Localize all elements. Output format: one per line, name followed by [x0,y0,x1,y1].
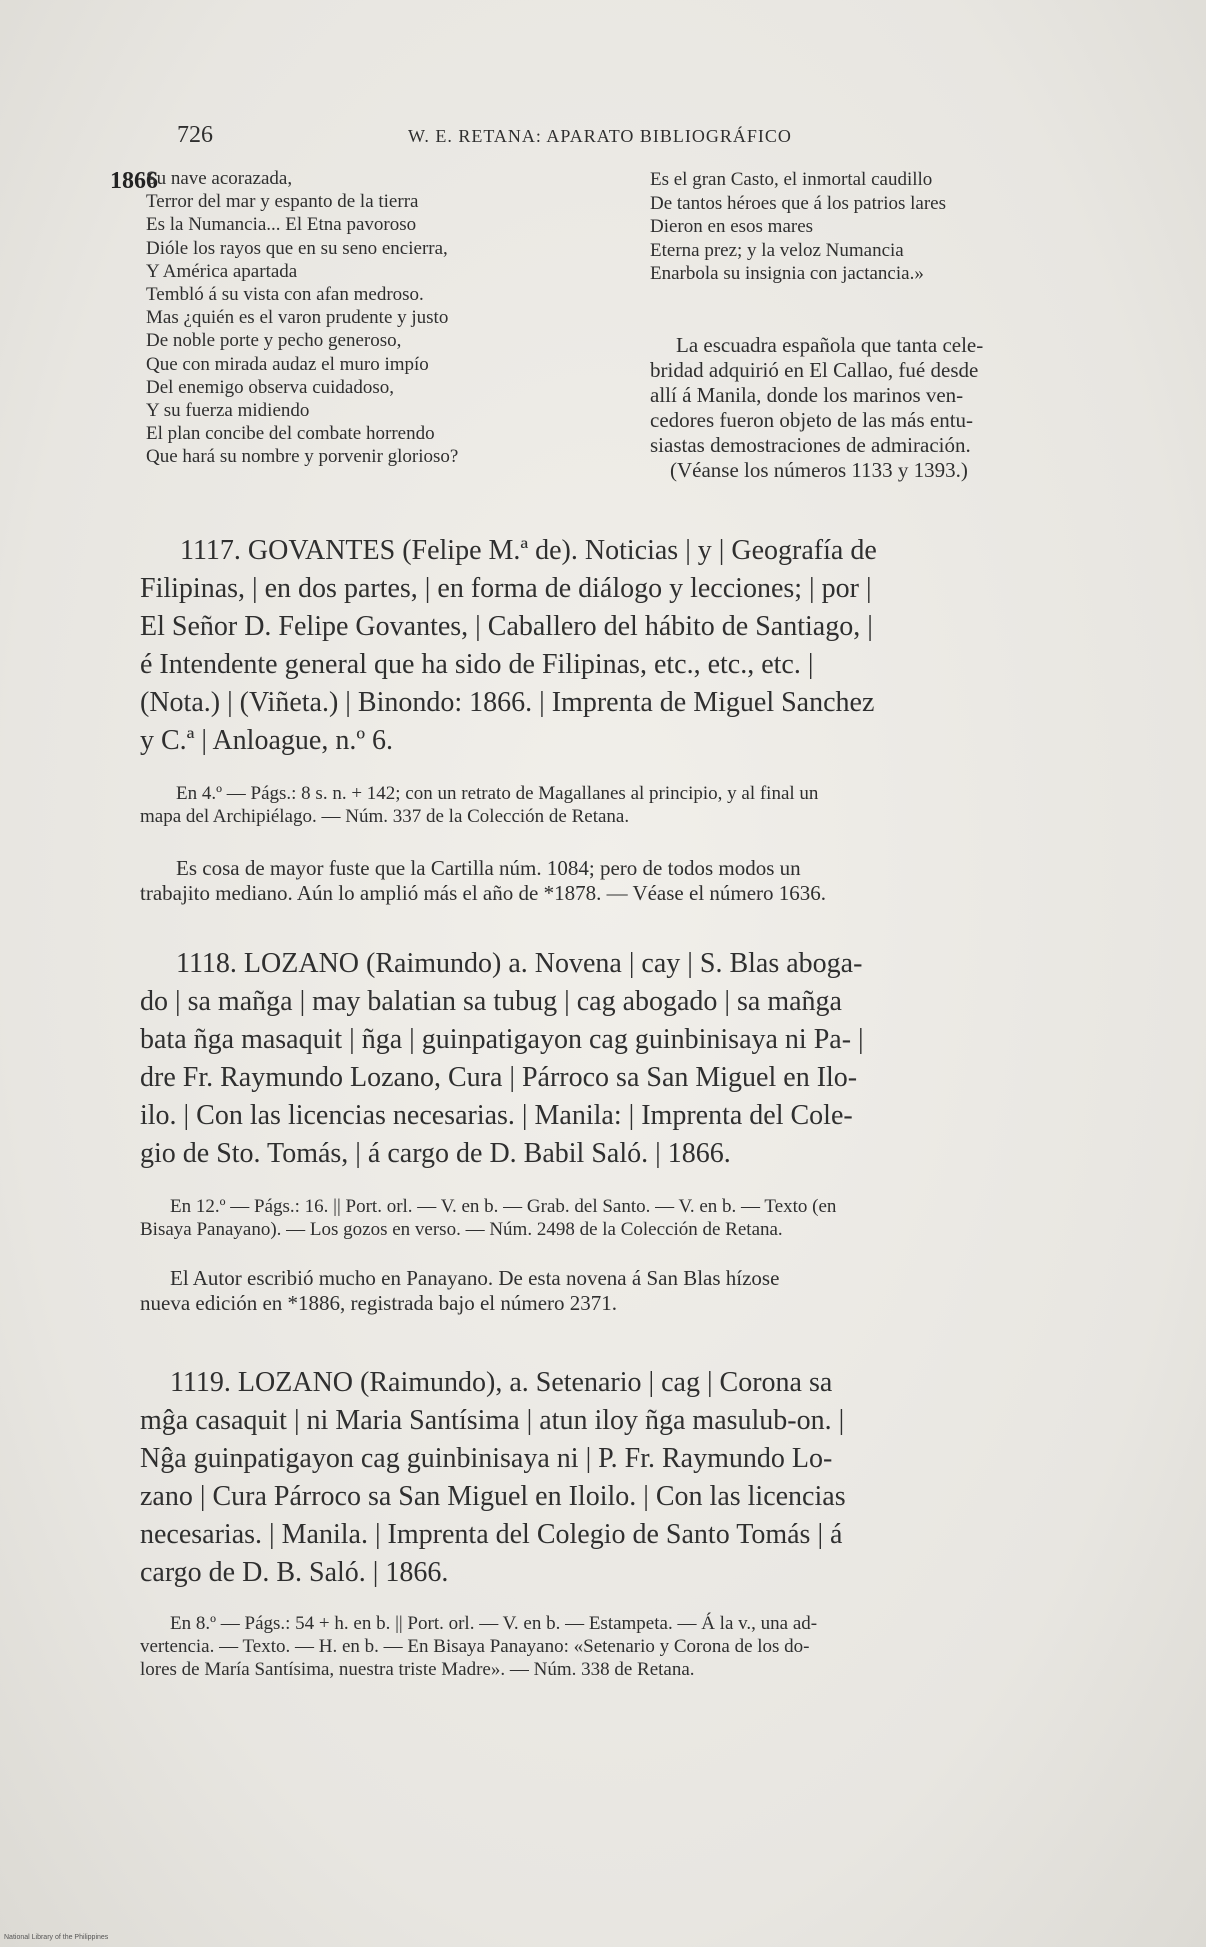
entry-line: ilo. | Con las licencias necesarias. | Manila: | Imprenta del Cole- [140,1100,853,1131]
paragraph-line: siastas demostraciones de admiración. [650,433,971,457]
entry-line: zano | Cura Párroco sa San Miguel en Iloilo. | Con las licencias [140,1481,846,1512]
poem-line: Del enemigo observa cuidadoso, [146,376,394,398]
entry-line: Filipinas, | en dos partes, | en forma de diálogo y lecciones; | por | [140,573,872,604]
entry-line: bata ñga masaquit | ñga | guinpatigayon cag guinbinisaya ni Pa- | [140,1024,864,1055]
comment-line: trabajito mediano. Aún lo amplió más el año de *1878. — Véase el número 1636. [140,881,827,905]
poem-line: Es el gran Casto, el inmortal caudillo [650,169,933,190]
entry-line: cargo de D. B. Saló. | 1866. [140,1557,449,1588]
poem-line: De noble porte y pecho generoso, [146,330,402,352]
library-watermark: National Library of the Philippines [4,1934,109,1941]
paragraph-line: cedores fueron objeto de las más entu- [650,408,974,432]
running-title: W. E. RETANA: APARATO BIBLIOGRÁFICO [408,126,792,146]
note-line: lores de María Santísima, nuestra triste Madre». — Núm. 338 de Retana. [140,1659,695,1680]
note-line: En 8.º — Págs.: 54 + h. en b. || Port. orl. — V. en b. — Estampeta. — Á la v., una ad- [170,1613,818,1634]
poem-line: Eterna prez; y la veloz Numancia [650,239,904,261]
poem-line: Dieron en esos mares [650,216,814,237]
poem-line: De tantos héroes que á los patrios lares [650,192,946,214]
entry-1119-note [140,1612,1120,1681]
entry-line: necesarias. | Manila. | Imprenta del Colegio de Santo Tomás | á [140,1519,843,1550]
comment-line: El Autor escribió mucho en Panayano. De esta novena á San Blas hízose [170,1266,780,1290]
entry-line: 1119. LOZANO (Raimundo), a. Setenario | cag | Corona sa [170,1367,833,1398]
year-marker: 1866 [110,168,158,194]
entry-line: é Intendente general que ha sido de Filipinas, etc., etc., etc. | [140,649,814,680]
entry-1118-text [140,945,1120,1173]
poem-line: Y su fuerza midiendo [146,400,310,422]
paragraph-line: allí á Manila, donde los marinos ven- [650,383,964,407]
entry-line: 1118. LOZANO (Raimundo) a. Novena | cay | S. Blas aboga- [176,948,863,979]
poem-line: Que con mirada audaz el muro impío [146,353,429,375]
entry-1119-text [140,1364,1120,1592]
note-line: Bisaya Panayano). — Los gozos en verso. — Núm. 2498 de la Colección de Retana. [140,1219,783,1240]
entry-line: Nĝa guinpatigayon cag guinbinisaya ni | P. Fr. Raymundo Lo- [140,1443,833,1474]
entry-line: 1117. GOVANTES (Felipe M.ª de). Noticias | y | Geografía de [180,535,877,566]
paragraph-line: bridad adquirió en El Callao, fué desde [650,358,979,382]
entry-line: mĝa casaquit | ni Maria Santísima | atun iloy ñga masulub-on. | [140,1405,845,1436]
poem-line: Y América apartada [146,260,298,282]
entry-1118-comment [140,1266,1120,1316]
poem-left-column [146,167,646,469]
entry-line: El Señor D. Felipe Govantes, | Caballero del hábito de Santiago, | [140,611,873,642]
page-number: 726 [177,122,213,148]
entry-line: gio de Sto. Tomás, | á cargo de D. Babil Saló. | 1866. [140,1138,731,1169]
entry-line: dre Fr. Raymundo Lozano, Cura | Párroco sa San Miguel en Ilo- [140,1062,858,1093]
poem-right-column [650,168,1130,286]
comment-line: Es cosa de mayor fuste que la Cartilla núm. 1084; pero de todos modos un [176,856,801,880]
poem-line: Dióle los rayos que en su seno encierra, [146,237,448,259]
comment-line: nueva edición en *1886, registrada bajo el número 2371. [140,1291,618,1315]
entry-1117-comment [140,856,1120,906]
poem-line: Enarbola su insignia con jactancia.» [650,263,924,284]
entry-line: y C.ª | Anloague, n.º 6. [140,725,393,756]
entry-1117-text [140,532,1120,760]
poem-line: Terror del mar y espanto de la tierra [146,191,419,213]
poem-line: Su nave acorazada, [146,168,293,189]
entry-line: (Nota.) | (Viñeta.) | Binondo: 1866. | Imprenta de Miguel Sanchez [140,687,875,718]
poem-line: El plan concibe del combate horrendo [146,423,435,445]
poem-line: Tembló á su vista con afan medroso. [146,284,424,306]
note-line: En 4.º — Págs.: 8 s. n. + 142; con un retrato de Magallanes al principio, y al final un [176,783,819,804]
running-head [0,122,1206,150]
poem-line: Que hará su nombre y porvenir glorioso? [146,446,459,468]
note-line: vertencia. — Texto. — H. en b. — En Bisaya Panayano: «Setenario y Corona de los do- [140,1636,810,1657]
paragraph-line: La escuadra española que tanta cele- [676,333,984,357]
entry-1117-note [140,782,1120,828]
entry-1118-note [140,1195,1120,1241]
note-line: mapa del Archipiélago. — Núm. 337 de la Colección de Retana. [140,806,630,827]
paragraph-line: (Véanse los números 1133 y 1393.) [670,458,968,482]
fleet-paragraph [650,333,1130,483]
poem-line: Mas ¿quién es el varon prudente y justo [146,307,449,329]
entry-line: do | sa mañga | may balatian sa tubug | cag abogado | sa mañga [140,986,842,1017]
note-line: En 12.º — Págs.: 16. || Port. orl. — V. en b. — Grab. del Santo. — V. en b. — Texto (en [170,1196,837,1217]
poem-line: Es la Numancia... El Etna pavoroso [146,214,417,236]
